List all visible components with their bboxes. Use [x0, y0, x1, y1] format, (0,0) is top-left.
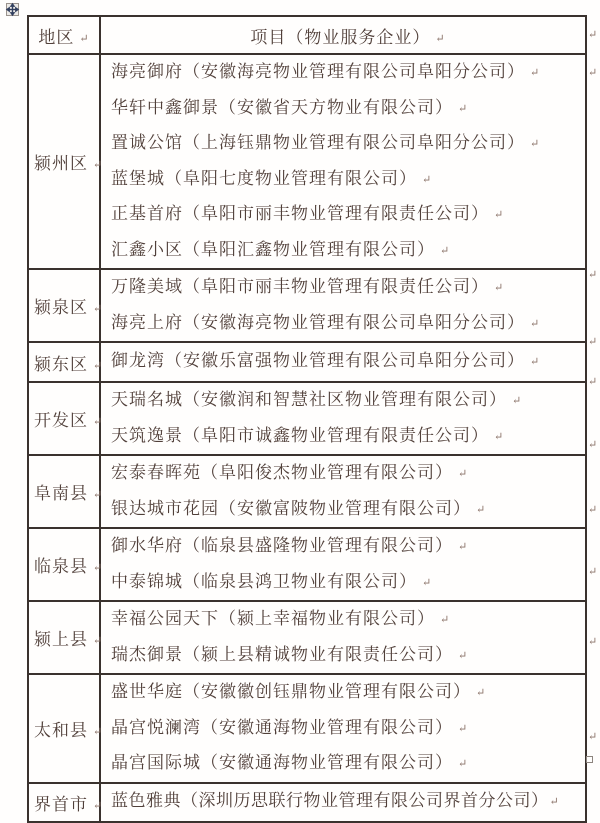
project-text: 置诚公馆（上海钰鼎物业管理有限公司阜阳分公司）: [111, 133, 525, 152]
paragraph-mark-icon: ↵: [422, 576, 433, 589]
row-end-mark-icon: ↵: [588, 566, 598, 578]
paragraph-mark-icon: ↵: [93, 635, 104, 647]
paragraph-mark-icon: ↵: [530, 356, 541, 369]
table-row: [28, 674, 586, 783]
table-row: [28, 342, 586, 382]
paragraph-mark-icon: ↵: [93, 159, 104, 171]
project-text: 盛世华庭（安徽徽创钰鼎物业管理有限公司）: [111, 682, 471, 701]
project-line: [111, 344, 585, 380]
projects-cell: [100, 342, 586, 382]
project-line: [111, 55, 585, 91]
paragraph-mark-icon: ↵: [530, 67, 541, 79]
project-line: [111, 456, 585, 492]
project-text: 海亮御府（安徽海亮物业管理有限公司阜阳分公司）: [111, 62, 525, 81]
project-line: [111, 126, 585, 162]
paragraph-mark-icon: ↵: [512, 395, 523, 407]
project-text: 万隆美域（阜阳市丽丰物业管理有限责任公司）: [111, 277, 489, 296]
table-move-handle[interactable]: [6, 3, 19, 16]
projects-cell: [100, 54, 586, 269]
project-line: [111, 197, 585, 233]
paragraph-mark-icon: ↵: [93, 303, 104, 315]
paragraph-mark-icon: ↵: [93, 562, 104, 574]
paragraph-mark-icon: ↵: [494, 430, 505, 443]
table-row: [28, 528, 586, 601]
region-cell: [28, 455, 104, 528]
row-end-mark-icon: ↵: [588, 636, 598, 648]
project-text: 汇鑫小区（阜阳汇鑫物业管理有限公司）: [111, 239, 435, 259]
paragraph-mark-icon: ↵: [458, 468, 469, 480]
region-cell: [28, 783, 104, 822]
region-label: 开发区: [34, 411, 88, 430]
paragraph-mark-icon: ↵: [458, 758, 469, 770]
row-end-mark-icon: ↵: [588, 29, 598, 41]
projects-cell: [100, 528, 586, 601]
region-cell: [28, 269, 104, 342]
region-label: 颍东区: [34, 354, 88, 374]
paragraph-mark-icon: ↵: [93, 799, 104, 812]
project-text: 蓝色雅典（深圳历思联行物业管理有限公司界首分公司）: [111, 791, 549, 811]
project-line: [111, 638, 585, 674]
projects-cell: [100, 674, 586, 783]
paragraph-mark-icon: ↵: [435, 32, 446, 45]
paragraph-mark-icon: ↵: [422, 173, 433, 186]
table-row: [28, 54, 586, 269]
region-label: 颍州区: [34, 154, 88, 173]
header-region: [28, 16, 100, 54]
project-text: 幸福公园天下（颍上幸福物业有限公司）: [111, 609, 435, 628]
table-resize-handle[interactable]: [586, 756, 593, 763]
move-cross-icon: [7, 4, 18, 15]
paragraph-mark-icon: ↵: [440, 614, 451, 626]
project-text: 晶宫悦澜湾（安徽通海物业管理有限公司）: [111, 717, 453, 737]
table-row: [28, 269, 586, 342]
region-label: 临泉县: [34, 557, 88, 576]
project-text: 宏泰春晖苑（阜阳俊杰物业管理有限公司）: [111, 463, 453, 482]
project-text: 华轩中鑫御景（安徽省天方物业有限公司）: [111, 97, 453, 117]
paragraph-mark-icon: ↵: [476, 503, 487, 516]
region-label: 界首市: [34, 794, 88, 814]
paragraph-mark-icon: ↵: [93, 489, 104, 501]
region-cell: [28, 601, 104, 674]
projects-cell: [100, 783, 586, 822]
paragraph-mark-icon: ↵: [458, 649, 469, 662]
region-cell: [28, 342, 104, 382]
row-end-mark-icon: ↵: [588, 439, 598, 451]
paragraph-mark-icon: ↵: [494, 282, 505, 294]
projects-cell: [100, 455, 586, 528]
property-projects-table: [27, 15, 587, 823]
paragraph-mark-icon: ↵: [93, 725, 104, 738]
project-line: [111, 270, 585, 306]
project-text: 晶宫国际城（安徽通海物业管理有限公司）: [111, 753, 453, 772]
paragraph-mark-icon: ↵: [530, 138, 541, 150]
header-projects: [100, 16, 586, 54]
project-text: 御龙湾（安徽乐富强物业管理有限公司阜阳分公司）: [111, 351, 525, 371]
row-end-mark-icon: ↵: [588, 336, 598, 348]
header-region-label: 地区: [38, 27, 75, 47]
paragraph-mark-icon: ↵: [494, 209, 505, 221]
region-cell: [28, 382, 104, 455]
row-end-mark-icon: ↵: [588, 376, 598, 388]
table-row: [28, 382, 586, 455]
row-end-mark-icon: ↵: [588, 731, 598, 743]
row-end-mark-icon: ↵: [588, 504, 598, 516]
paragraph-mark-icon: ↵: [93, 359, 104, 372]
project-text: 银达城市花园（安徽富陂物业管理有限公司）: [111, 498, 471, 518]
project-text: 天瑞名城（安徽润和智慧社区物业管理有限公司）: [111, 390, 507, 409]
project-line: [111, 784, 585, 820]
project-line: [111, 675, 585, 711]
project-line: [111, 711, 585, 747]
project-line: [111, 529, 585, 565]
project-line: [111, 306, 585, 342]
project-text: 海亮上府（安徽海亮物业管理有限公司阜阳分公司）: [111, 312, 525, 332]
table-header-row: [28, 16, 586, 54]
project-text: 天筑逸景（阜阳市诚鑫物业管理有限责任公司）: [111, 425, 489, 445]
row-end-mark-icon: ↵: [588, 67, 598, 79]
project-line: [111, 162, 585, 198]
paragraph-mark-icon: ↵: [458, 541, 469, 553]
paragraph-mark-icon: ↵: [530, 317, 541, 330]
region-cell: [28, 674, 104, 783]
paragraph-mark-icon: ↵: [476, 687, 487, 699]
project-line: [111, 492, 585, 528]
project-text: 中泰锦城（临泉县鸿卫物业有限公司）: [111, 571, 417, 591]
header-projects-label: 项目（物业服务企业）: [250, 27, 431, 47]
paragraph-mark-icon: ↵: [549, 796, 560, 809]
project-line: [111, 746, 585, 782]
region-label: 颍泉区: [34, 298, 88, 317]
region-cell: [28, 528, 104, 601]
project-line: [111, 565, 585, 601]
table-row: [28, 455, 586, 528]
project-line: [111, 602, 585, 638]
region-label: 颍上县: [34, 630, 88, 649]
project-line: [111, 383, 585, 419]
project-text: 瑞杰御景（颍上县精诚物业有限责任公司）: [111, 644, 453, 664]
region-cell: [28, 54, 104, 269]
table-row: [28, 601, 586, 674]
paragraph-mark-icon: ↵: [458, 102, 469, 115]
region-label: 太和县: [34, 720, 88, 740]
table-row: [28, 783, 586, 822]
projects-cell: [100, 269, 586, 342]
paragraph-mark-icon: ↵: [79, 32, 90, 45]
project-text: 蓝堡城（阜阳七度物业管理有限公司）: [111, 168, 417, 188]
region-label: 阜南县: [34, 484, 88, 503]
paragraph-mark-icon: ↵: [458, 722, 469, 735]
project-text: 御水华府（临泉县盛隆物业管理有限公司）: [111, 536, 453, 555]
row-end-mark-icon: ↵: [588, 269, 598, 281]
project-line: [111, 233, 585, 269]
paragraph-mark-icon: ↵: [440, 244, 451, 257]
project-text: 正基首府（阜阳市丽丰物业管理有限责任公司）: [111, 204, 489, 223]
paragraph-mark-icon: ↵: [93, 416, 104, 428]
projects-cell: [100, 382, 586, 455]
projects-cell: [100, 601, 586, 674]
project-line: [111, 419, 585, 455]
project-line: [111, 91, 585, 127]
